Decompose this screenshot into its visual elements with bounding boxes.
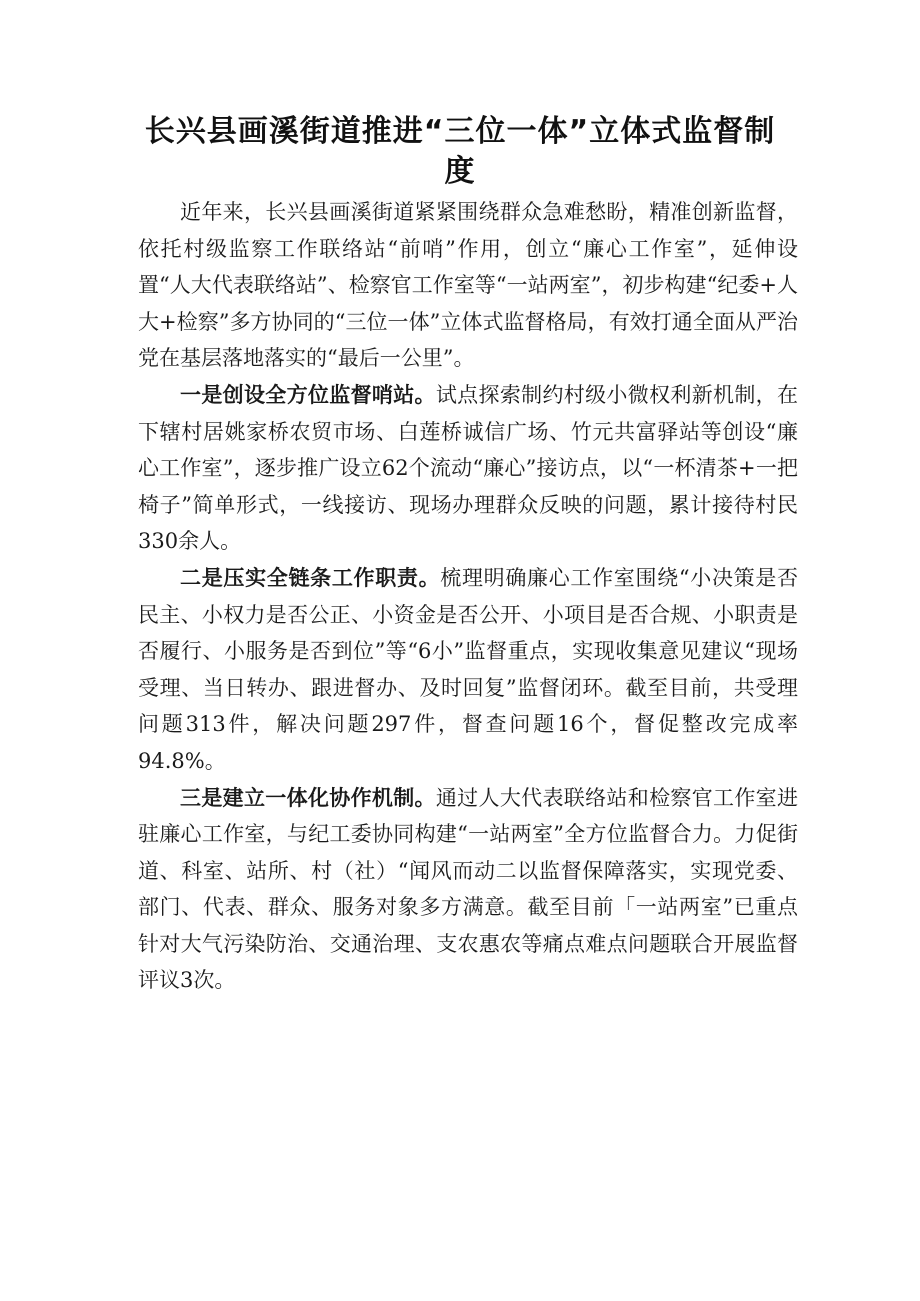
paragraph-lead: 二是压实全链条工作职责。	[180, 565, 441, 590]
paragraph-text: 试点探索制约村级小微权利新机制，在下辖村居姚家桥农贸市场、白莲桥诚信广场、竹元共富驿站等创设“廉心工作室”，逐步推广设立62个流动“廉心”接访点，以“一杯清茶+一把椅子”简单形式，一线接访、现场办理群众反映的问题，累计接待村民330余人。	[138, 382, 799, 554]
document-body	[138, 194, 798, 999]
intro-paragraph	[138, 194, 798, 377]
paragraph-lead: 三是建立一体化协作机制。	[180, 785, 436, 810]
paragraph-text: 通过人大代表联络站和检察官工作室进驻廉心工作室，与纪工委协同构建“一站两室”全方位监督合力。力促街道、科室、站所、村（社）“闻风而动二以监督保障落实，实现党委、部门、代表、群众、服务对象多方满意。截至目前「一站两室”已重点针对大气污染防治、交通治理、支农惠农等痛点难点问题联合开展监督评议3次。	[138, 785, 799, 993]
document-title: 长兴县画溪街道推进“三位一体”立体式监督制度	[144, 114, 776, 189]
point-one-paragraph	[138, 377, 798, 560]
point-three-paragraph	[138, 780, 798, 1000]
point-two-paragraph	[138, 560, 798, 780]
paragraph-lead: 一是创设全方位监督哨站。	[180, 382, 436, 407]
paragraph-text: 近年来，长兴县画溪街道紧紧围绕群众急难愁盼，精准创新监督，依托村级监察工作联络站“前哨”作用，创立“廉心工作室”，延伸设置“人大代表联络站”、检察官工作室等“一站两室”，初步构建“纪委+人大+检察”多方协同的“三位一体”立体式监督格局，有效打通全面从严治党在基层落地落实的“最后一公里”。	[138, 200, 798, 371]
paragraph-text: 梳理明确廉心工作室围绕“小决策是否民主、小权力是否公正、小资金是否公开、小项目是否合规、小职责是否履行、小服务是否到位”等“6小”监督重点，实现收集意见建议“现场受理、当日转办、跟进督办、及时回复”监督闭环。截至目前，共受理问题313件，解决问题297件，督查问题16个，督促整改完成率94.8%。	[138, 565, 799, 773]
